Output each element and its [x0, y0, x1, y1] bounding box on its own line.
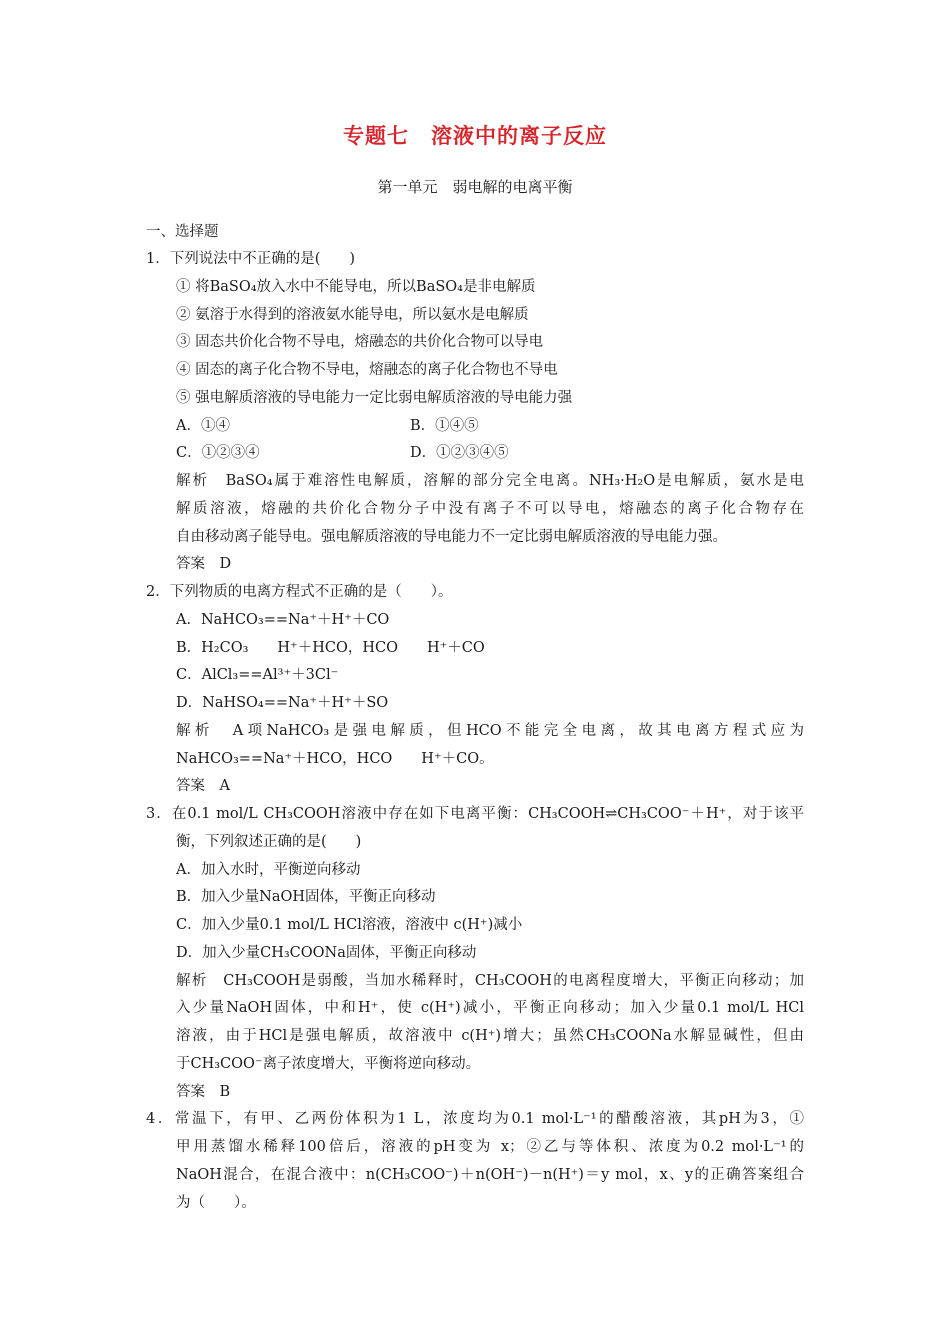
q3-analysis-line: 于CH₃COO⁻离子浓度增大，平衡将逆向移动。: [176, 1056, 481, 1072]
q1-analysis-line: 自由移动离子能导电。强电解质溶液的导电能力不一定比弱电解质溶液的导电能力强。: [176, 529, 727, 545]
section-heading: 一、选择题: [146, 224, 219, 240]
q3-option: C．加入少量0.1 mol/L HCl溶液，溶液中 c(H⁺)减小: [176, 917, 523, 933]
q1-analysis-line: 解质溶液，熔融的共价化合物分子中没有离子不可以导电，熔融态的离子化合物存在: [176, 501, 804, 517]
q3-stem-line: 衡，下列叙述正确的是( ): [176, 834, 362, 850]
q3-option: A．加入水时，平衡逆向移动: [176, 862, 361, 878]
q4-stem-line: NaOH混合，在混合液中：n(CH₃COO⁻)＋n(OH⁻)－n(H⁺)＝y mol，x、y的正确答案组合: [176, 1167, 804, 1183]
page-title: 专题七 溶液中的离子反应: [343, 124, 607, 148]
q3-answer: 答案 B: [176, 1084, 231, 1100]
q1-option-a: A．①④: [176, 418, 230, 434]
q2-analysis-line: 解析 A项NaHCO₃是强电解质，但HCO不能完全电离，故其电离方程式应为: [176, 723, 804, 739]
q3-analysis-line: 溶液，由于HCl是强电解质，故溶液中 c(H⁺)增大；虽然CH₃COONa水解显碱性，但由: [176, 1028, 804, 1044]
q4-stem-line: 为（ ）。: [176, 1195, 256, 1211]
q3-option: B．加入少量NaOH固体，平衡正向移动: [176, 889, 436, 905]
q2-analysis-line: NaHCO₃==Na⁺＋HCO，HCO H⁺＋CO。: [176, 751, 494, 767]
q2-option: A．NaHCO₃==Na⁺＋H⁺＋CO: [176, 612, 390, 628]
q3-analysis-line: 入少量NaOH固体，中和H⁺，使 c(H⁺)减小，平衡正向移动；加入少量0.1 mol/L HCl: [176, 1000, 804, 1016]
q1-item: ③ 固态共价化合物不导电，熔融态的共价化合物可以导电: [176, 334, 544, 350]
q1-analysis-line: 解析 BaSO₄属于难溶性电解质，溶解的部分完全电离。NH₃·H₂O是电解质，氨水是电: [176, 473, 804, 489]
q3-stem-line: 3．在0.1 mol/L CH₃COOH溶液中存在如下电离平衡：CH₃COOH⇌CH₃COO⁻＋H⁺，对于该平: [146, 806, 804, 822]
q2-option: B．H₂CO₃ H⁺＋HCO，HCO H⁺＋CO: [176, 640, 485, 656]
q1-item: ⑤ 强电解质溶液的导电能力一定比弱电解质溶液的导电能力强: [176, 390, 573, 406]
q1-option-c: C．①②③④: [176, 445, 260, 461]
page-subtitle: 第一单元 弱电解的电离平衡: [377, 178, 573, 196]
q4-stem-line: 甲用蒸馏水稀释100倍后，溶液的pH变为 x；②乙与等体积、浓度为0.2 mol·L⁻¹的: [176, 1139, 804, 1155]
q1-option-d: D．①②③④⑤: [410, 445, 509, 461]
q1-stem: 1．下列说法中不正确的是( ): [146, 251, 356, 267]
q1-item: ① 将BaSO₄放入水中不能导电，所以BaSO₄是非电解质: [176, 279, 536, 295]
q1-item: ④ 固态的离子化合物不导电，熔融态的离子化合物也不导电: [176, 362, 558, 378]
q2-option: C．AlCl₃==Al³⁺＋3Cl⁻: [176, 667, 339, 683]
q3-analysis-line: 解析 CH₃COOH是弱酸，当加水稀释时，CH₃COOH的电离程度增大，平衡正向移动；加: [176, 973, 804, 989]
q2-answer: 答案 A: [176, 778, 230, 794]
q3-option: D．加入少量CH₃COONa固体，平衡正向移动: [176, 945, 477, 961]
q1-option-b: B．①④⑤: [410, 418, 479, 434]
q4-stem-line: 4．常温下，有甲、乙两份体积为1 L，浓度均为0.1 mol·L⁻¹的醋酸溶液，其pH为3，①: [146, 1111, 804, 1127]
q2-option: D．NaHSO₄==Na⁺＋H⁺＋SO: [176, 695, 389, 711]
q1-item: ② 氨溶于水得到的溶液氨水能导电，所以氨水是电解质: [176, 307, 529, 323]
q2-stem: 2．下列物质的电离方程式不正确的是（ ）。: [146, 584, 453, 600]
q1-answer: 答案 D: [176, 556, 232, 572]
